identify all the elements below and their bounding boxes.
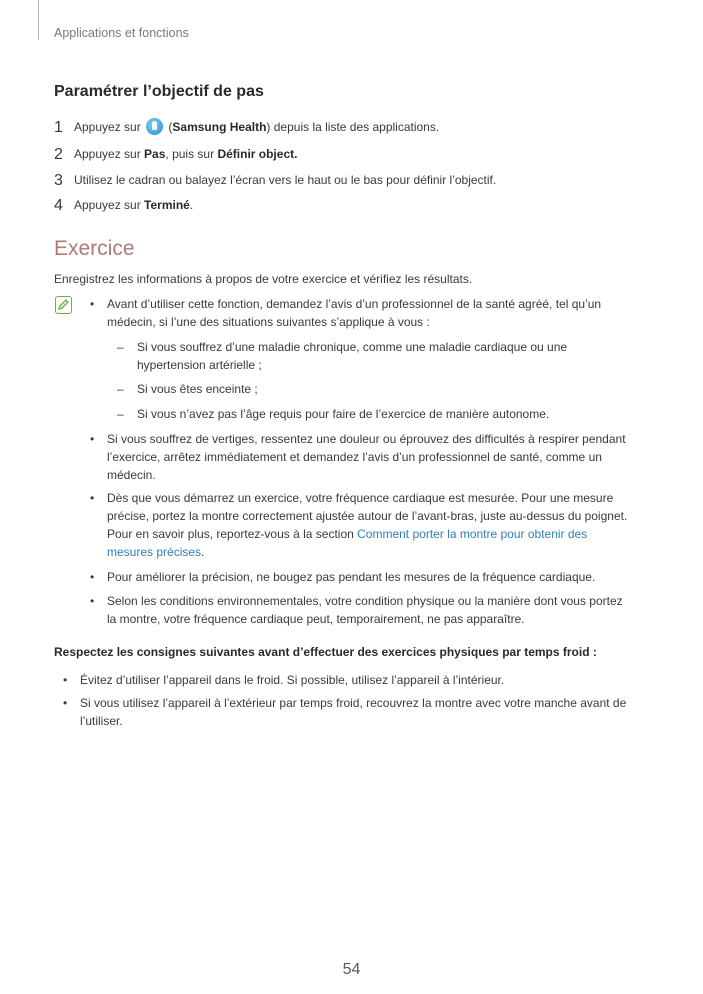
- bullet-line: Pour améliorer la précision, ne bougez pas pendant les mesures de la fréquence cardiaque.: [107, 570, 596, 584]
- bullet-text: Pour en savoir plus, reportez-vous à la section: [107, 527, 358, 541]
- bullet-line: l’exercice, arrêtez immédiatement et demandez l’avis d’un professionnel de santé, comme un: [107, 450, 602, 464]
- step-text: Appuyez sur: [74, 120, 141, 134]
- step-bold: Pas: [144, 147, 166, 161]
- step-2: [54, 146, 297, 164]
- dash-item: [117, 405, 550, 423]
- note-bullet: [90, 489, 628, 561]
- bullet-line: Si vous souffrez de vertiges, ressentez une douleur ou éprouvez des difficultés à respirer pendant: [107, 432, 626, 446]
- note-bullet: [90, 592, 623, 628]
- step-text: (: [165, 120, 173, 134]
- step-text: .: [189, 198, 194, 212]
- bullet-mark: •: [90, 297, 95, 311]
- dash-mark: –: [117, 407, 124, 421]
- dash-line: Si vous êtes enceinte ;: [137, 382, 258, 396]
- bullet-line: Évitez d’utiliser l’appareil dans le froid. Si possible, utilisez l’appareil à l’intérieur.: [80, 673, 505, 687]
- bullet-line: la montre, votre fréquence cardiaque peut, temporairement, ne pas apparaître.: [107, 612, 525, 626]
- bullet-line: précise, portez la montre correctement ajustée autour de l’avant-bras, juste au-dessus du poignet.: [107, 509, 628, 523]
- step-number: 2: [54, 146, 63, 163]
- bullet-line: Avant d’utiliser cette fonction, demandez l’avis d’un professionnel de la santé agréé, tel qu’un: [107, 297, 602, 311]
- samsung-health-icon: [146, 118, 163, 135]
- wear-watch-link-cont[interactable]: mesures précises: [107, 545, 202, 559]
- section-header: Applications et fonctions: [54, 26, 189, 40]
- step-text: , puis sur: [165, 147, 218, 161]
- step-text: ) depuis la liste des applications.: [266, 120, 440, 134]
- note-bullet: [90, 430, 626, 484]
- note-icon: [55, 296, 72, 314]
- step-3: [54, 172, 496, 190]
- bullet-mark: •: [63, 696, 68, 710]
- dash-mark: –: [117, 382, 124, 396]
- bullet-line: l’utiliser.: [80, 714, 123, 728]
- dash-item: [117, 338, 568, 374]
- cold-bullet: [63, 694, 627, 730]
- step-text: Appuyez sur: [74, 198, 145, 212]
- step-text: Appuyez sur: [74, 147, 145, 161]
- bullet-line: Dès que vous démarrez un exercice, votre fréquence cardiaque est mesurée. Pour une mesure: [107, 491, 614, 505]
- bullet-line: [107, 543, 627, 561]
- page-number: 54: [342, 961, 361, 978]
- bullet-mark: •: [90, 491, 95, 505]
- note-bullet: [90, 568, 596, 586]
- step-bold: Samsung Health: [172, 120, 267, 134]
- step-1: [54, 118, 439, 137]
- bullet-mark: •: [90, 432, 95, 446]
- bullet-text: .: [201, 545, 205, 559]
- bullet-line: [107, 525, 627, 543]
- exercise-intro: Enregistrez les informations à propos de votre exercice et vérifiez les résultats.: [54, 272, 473, 286]
- bullet-line: Si vous utilisez l’appareil à l’extérieur par temps froid, recouvrez la montre avec votre manche avant de: [80, 696, 627, 710]
- bullet-line: médecin.: [107, 468, 156, 482]
- header-divider: [38, 0, 39, 40]
- bullet-mark: •: [90, 594, 95, 608]
- step-number: 3: [54, 172, 63, 189]
- bullet-mark: •: [63, 673, 68, 687]
- bullet-line: médecin, si l’une des situations suivantes s’applique à vous :: [107, 315, 430, 329]
- step-bold: Définir object.: [217, 147, 298, 161]
- step-4: [54, 197, 193, 215]
- dash-mark: –: [117, 340, 124, 354]
- note-bullet: [90, 295, 602, 331]
- dash-line: hypertension artérielle ;: [137, 358, 262, 372]
- step-bold: Terminé: [144, 198, 190, 212]
- wear-watch-link[interactable]: Comment porter la montre pour obtenir des: [357, 527, 588, 541]
- dash-item: [117, 380, 258, 398]
- goal-heading: Paramétrer l’objectif de pas: [54, 83, 264, 100]
- cold-weather-heading: Respectez les consignes suivantes avant d’effectuer des exercices physiques par temps froid :: [54, 645, 597, 659]
- dash-line: Si vous n’avez pas l’âge requis pour faire de l’exercice de manière autonome.: [137, 407, 550, 421]
- dash-line: Si vous souffrez d’une maladie chronique, comme une maladie cardiaque ou une: [137, 340, 568, 354]
- bullet-line: Selon les conditions environnementales, votre condition physique ou la manière dont vous portez: [107, 594, 623, 608]
- bullet-mark: •: [90, 570, 95, 584]
- step-text: Utilisez le cadran ou balayez l’écran vers le haut ou le bas pour définir l’objectif.: [74, 173, 497, 187]
- cold-bullet: [63, 671, 505, 689]
- exercise-heading: Exercice: [54, 237, 135, 260]
- step-number: 1: [54, 119, 63, 136]
- step-number: 4: [54, 197, 63, 214]
